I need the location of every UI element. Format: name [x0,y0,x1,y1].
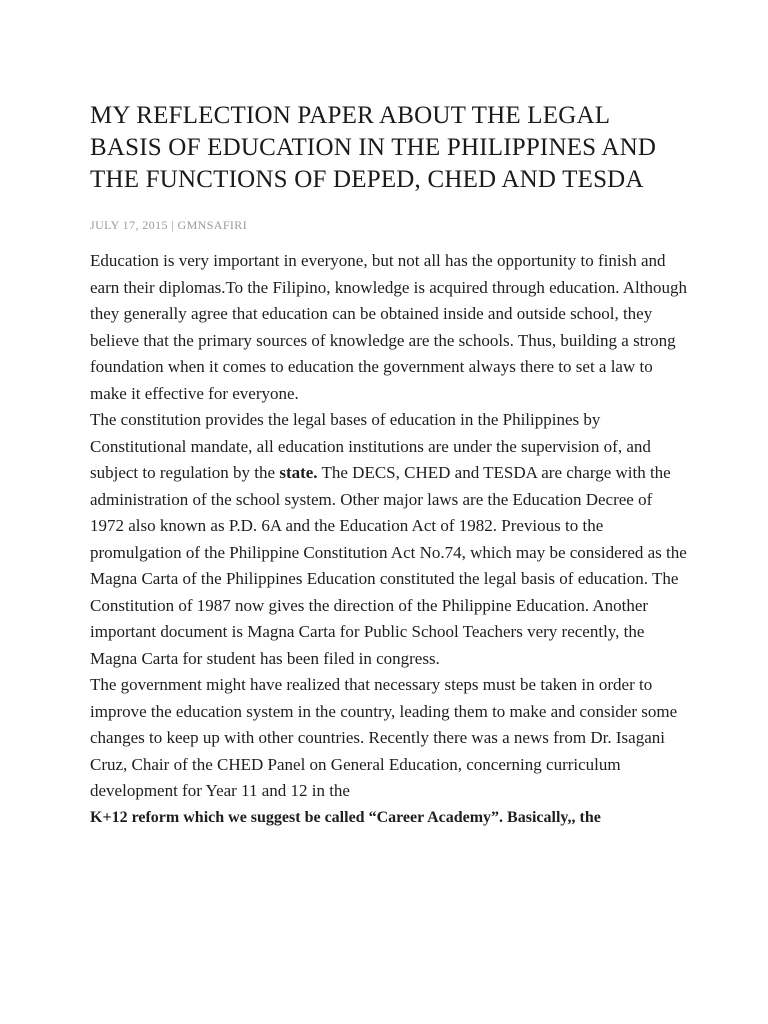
paragraph-3: The government might have realized that necessary steps must be taken in order to improve the education system in the country, leading them to make and consider some changes to keep up with other countries. Recently there was a news from Dr. Isagani Cruz, Chair of the CHED Panel on General Education, concerning curriculum development for Year 11 and 12 in the [90,675,678,800]
article-body [90,248,690,831]
article-meta [90,218,690,232]
article [90,100,690,831]
article-title: MY REFLECTION PAPER ABOUT THE LEGAL BASIS OF EDUCATION IN THE PHILIPPINES AND THE FUNCTIONS OF DEPED, CHED AND TESDA [90,102,657,193]
paragraph-2-text-end: The DECS, CHED and TESDA are charge with the administration of the school system. Other major laws are the Education Decree of 1972 also known as P.D. 6A and the Education Act of 1982. Previous to the promulgation of the Philippine Constitution Act No.74, which may be considered as the Magna Carta of the Philippines Education constituted the legal basis of education. The Constitution of 1987 now gives the direction of the Philippine Education. Another important document is Magna Carta for Public School Teachers very recently, the Magna Carta for student has been filed in congress. [90,463,687,668]
article-author: GMNSAFIRI [177,218,248,232]
paragraph-2-text-start: The constitution provides the legal bases of education in the Philippines by Constitutional mandate, all education institutions are under the supervision of, and subject to regulation by the [90,410,651,482]
paragraph-1: Education is very important in everyone, but not all has the opportunity to finish and earn their diplomas.To the Filipino, knowledge is acquired through education. Although they generally agree that education can be obtained inside and outside school, they believe that the primary sources of knowledge are the schools. Thus, building a strong foundation when it comes to education the government always there to set a law to make it effective for everyone. [90,251,688,403]
meta-separator: | [167,218,178,232]
article-date: JULY 17, 2015 [90,218,168,232]
paragraph-2 [90,407,690,672]
paragraph-2-bold-word: state. [279,463,318,482]
paragraph-4: K+12 reform which we suggest be called “Career Academy”. Basically,, the [90,808,601,826]
